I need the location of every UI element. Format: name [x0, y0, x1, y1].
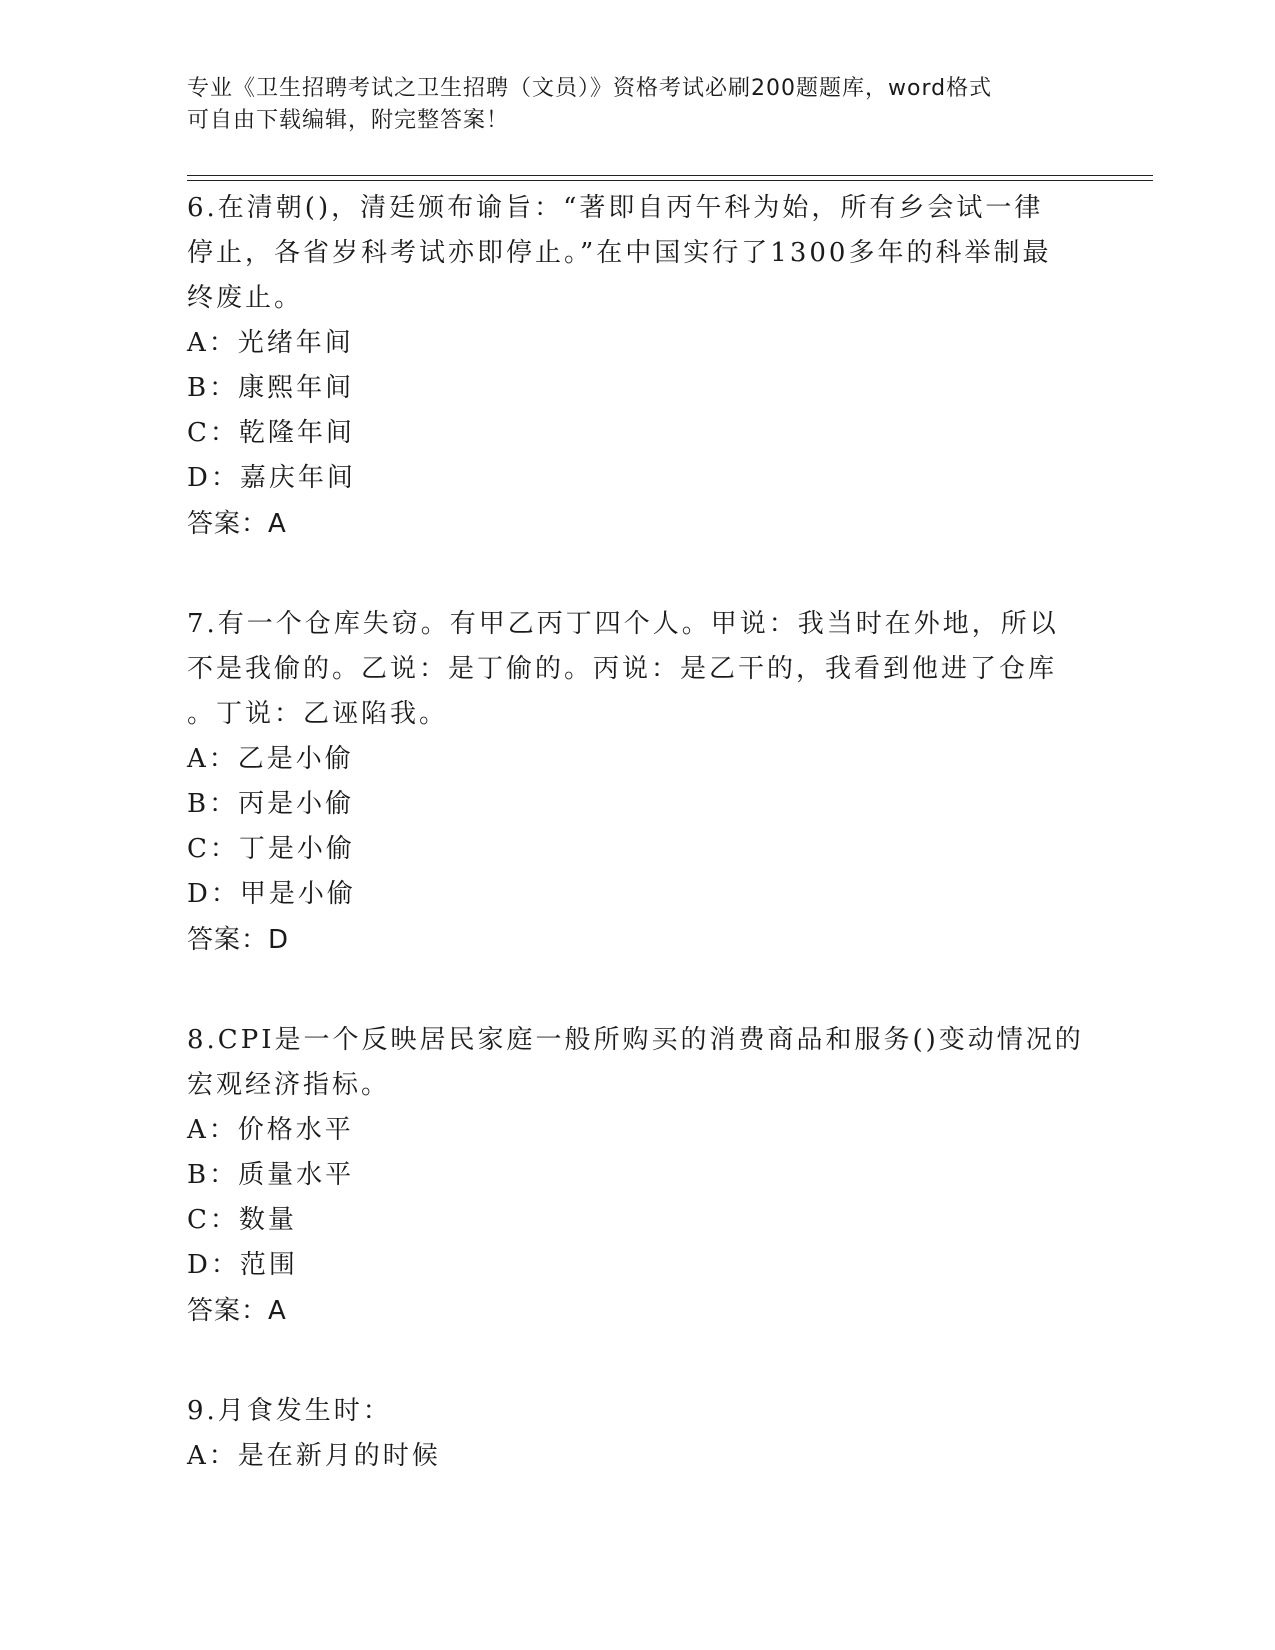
answer-option: B：丙是小偷 [187, 789, 355, 819]
answer-option: C：乾隆年间 [187, 418, 355, 448]
question-block [187, 1389, 1087, 1479]
question-stem-line: 6.在清朝()，清廷颁布谕旨：“著即自丙午科为始，所有乡会试一律 [187, 193, 1044, 223]
answer-option: B：康熙年间 [187, 373, 355, 403]
answer-option: A：光绪年间 [187, 328, 354, 358]
answer-key: 答案：A [187, 1296, 287, 1326]
question-stem-line: 停止，各省岁科考试亦即停止。”在中国实行了1300多年的科举制最 [187, 238, 1052, 268]
header-line-2: 可自由下载编辑，附完整答案！ [187, 108, 510, 133]
question-stem-line: 9.月食发生时： [187, 1396, 392, 1426]
question-block [187, 1018, 1087, 1334]
header-line-1: 专业《卫生招聘考试之卫生招聘（文员）》资格考试必刷200题题库，word格式 [187, 76, 993, 101]
answer-option: D：范围 [187, 1250, 298, 1280]
question-stem-line: 。丁说：乙诬陷我。 [187, 699, 449, 729]
question-list [187, 186, 1087, 1534]
answer-option: D：嘉庆年间 [187, 463, 356, 493]
question-stem-line: 8.CPI是一个反映居民家庭一般所购买的消费商品和服务()变动情况的 [187, 1025, 1084, 1055]
answer-option: C：丁是小偷 [187, 834, 355, 864]
header-divider-bottom [187, 180, 1153, 181]
question-block [187, 602, 1087, 963]
answer-key: 答案：A [187, 509, 287, 539]
answer-option: D：甲是小偷 [187, 879, 356, 909]
answer-option: A：是在新月的时候 [187, 1441, 441, 1471]
answer-key: 答案：D [187, 925, 290, 955]
question-stem-line: 不是我偷的。乙说：是丁偷的。丙说：是乙干的，我看到他进了仓库 [187, 654, 1058, 684]
question-block [187, 186, 1087, 547]
question-stem-line: 宏观经济指标。 [187, 1070, 391, 1100]
header-divider-top [187, 175, 1153, 176]
answer-option: A：价格水平 [187, 1115, 354, 1145]
answer-option: B：质量水平 [187, 1160, 355, 1190]
answer-option: A：乙是小偷 [187, 744, 354, 774]
question-stem-line: 终废止。 [187, 283, 304, 313]
document-header [187, 73, 1067, 137]
answer-option: C：数量 [187, 1205, 297, 1235]
question-stem-line: 7.有一个仓库失窃。有甲乙丙丁四个人。甲说：我当时在外地，所以 [187, 609, 1059, 639]
